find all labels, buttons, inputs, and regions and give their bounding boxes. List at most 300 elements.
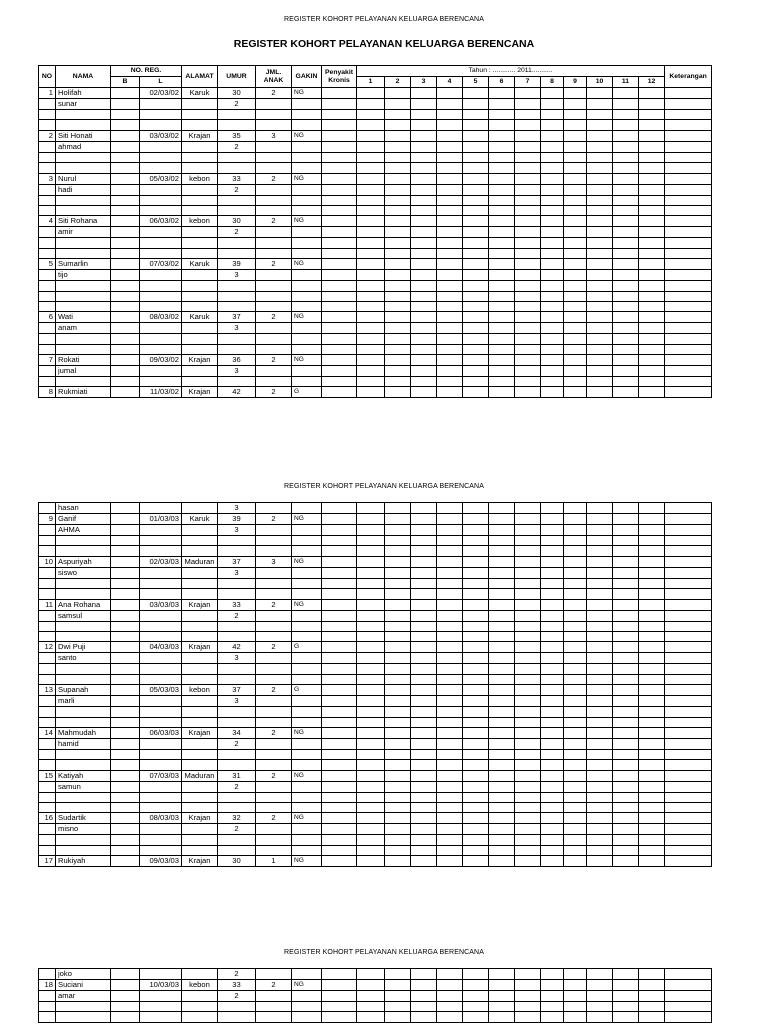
empty-cell: [56, 717, 111, 727]
empty-cell: [292, 301, 322, 311]
empty-cell: [111, 749, 140, 759]
empty-cell: [665, 291, 712, 301]
empty-cell: [182, 546, 218, 556]
empty-cell: [411, 813, 437, 824]
cell-reg-b: [111, 824, 140, 835]
empty-cell: [564, 281, 587, 291]
empty-cell: [613, 567, 639, 578]
empty-cell: [463, 503, 489, 514]
empty-cell: [564, 546, 587, 556]
cell-alamat: [182, 738, 218, 749]
empty-cell: [613, 856, 639, 867]
empty-cell: [639, 355, 665, 366]
empty-cell: [357, 727, 385, 738]
empty-cell: [437, 610, 463, 621]
cell-no: 7: [39, 355, 56, 366]
cell-umur: 37: [218, 685, 256, 696]
table-row-blank: [39, 205, 712, 215]
empty-cell: [39, 578, 56, 588]
empty-cell: [322, 238, 357, 248]
empty-cell: [218, 536, 256, 546]
empty-cell: [515, 781, 541, 792]
empty-cell: [613, 824, 639, 835]
table-row: [39, 141, 712, 152]
empty-cell: [437, 856, 463, 867]
empty-cell: [587, 238, 613, 248]
cell-nama: Mahmudah: [56, 727, 111, 738]
empty-cell: [357, 1002, 385, 1012]
empty-cell: [564, 685, 587, 696]
cell-jml-anak: [256, 270, 292, 281]
empty-cell: [564, 674, 587, 684]
empty-cell: [411, 717, 437, 727]
empty-cell: [111, 589, 140, 599]
empty-cell: [357, 578, 385, 588]
empty-cell: [111, 195, 140, 205]
cell-no: [39, 184, 56, 195]
empty-cell: [322, 344, 357, 354]
empty-cell: [437, 536, 463, 546]
empty-cell: [665, 696, 712, 707]
empty-cell: [437, 312, 463, 323]
empty-cell: [437, 631, 463, 641]
empty-cell: [256, 291, 292, 301]
empty-cell: [665, 980, 712, 991]
empty-cell: [357, 120, 385, 130]
cell-reg-b: [111, 387, 140, 398]
empty-cell: [111, 717, 140, 727]
empty-cell: [357, 1012, 385, 1022]
cell-nama: Holifah: [56, 88, 111, 99]
register-table-page-3: [38, 968, 712, 1023]
empty-cell: [111, 792, 140, 802]
cell-alamat: [182, 781, 218, 792]
cell-reg-l: [140, 969, 182, 980]
empty-cell: [587, 195, 613, 205]
empty-cell: [182, 707, 218, 717]
empty-cell: [665, 130, 712, 141]
empty-cell: [587, 991, 613, 1002]
cell-nama: Supanah: [56, 685, 111, 696]
empty-cell: [541, 1012, 564, 1022]
empty-cell: [437, 227, 463, 238]
empty-cell: [56, 163, 111, 173]
empty-cell: [463, 589, 489, 599]
empty-cell: [489, 301, 515, 311]
cell-umur: 42: [218, 387, 256, 398]
empty-cell: [515, 824, 541, 835]
empty-cell: [322, 163, 357, 173]
empty-cell: [292, 717, 322, 727]
empty-cell: [639, 248, 665, 258]
cell-gakin: NG: [292, 980, 322, 991]
empty-cell: [665, 344, 712, 354]
empty-cell: [639, 567, 665, 578]
empty-cell: [515, 163, 541, 173]
cell-umur: 34: [218, 727, 256, 738]
cell-jml-anak: [256, 824, 292, 835]
empty-cell: [56, 291, 111, 301]
empty-cell: [665, 610, 712, 621]
empty-cell: [613, 334, 639, 344]
empty-cell: [564, 621, 587, 631]
col-header-month-6: 6: [489, 77, 515, 88]
empty-cell: [587, 344, 613, 354]
empty-cell: [322, 110, 357, 120]
empty-cell: [665, 334, 712, 344]
empty-cell: [613, 621, 639, 631]
page-title: REGISTER KOHORT PELAYANAN KELUARGA BERENCANA: [233, 38, 535, 50]
cell-reg-b: [111, 727, 140, 738]
empty-cell: [357, 163, 385, 173]
empty-cell: [541, 110, 564, 120]
empty-cell: [357, 610, 385, 621]
empty-cell: [437, 355, 463, 366]
col-header-alamat: ALAMAT: [182, 66, 218, 88]
col-header-month-11: 11: [613, 77, 639, 88]
col-header-gakin: GAKIN: [292, 66, 322, 88]
empty-cell: [463, 163, 489, 173]
empty-cell: [515, 323, 541, 334]
empty-cell: [613, 173, 639, 184]
cell-no: [39, 525, 56, 536]
empty-cell: [463, 856, 489, 867]
empty-cell: [564, 259, 587, 270]
empty-cell: [564, 248, 587, 258]
empty-cell: [140, 1012, 182, 1022]
empty-cell: [665, 685, 712, 696]
empty-cell: [411, 355, 437, 366]
empty-cell: [182, 110, 218, 120]
empty-cell: [665, 1002, 712, 1012]
empty-cell: [437, 152, 463, 162]
empty-cell: [564, 610, 587, 621]
empty-cell: [564, 130, 587, 141]
cell-gakin: [292, 653, 322, 664]
empty-cell: [639, 344, 665, 354]
empty-cell: [665, 99, 712, 110]
empty-cell: [564, 141, 587, 152]
table-row-blank: [39, 344, 712, 354]
empty-cell: [639, 377, 665, 387]
empty-cell: [140, 1002, 182, 1012]
empty-cell: [613, 664, 639, 674]
empty-cell: [39, 301, 56, 311]
table-row-blank: [39, 589, 712, 599]
empty-cell: [587, 366, 613, 377]
table-row: [39, 387, 712, 398]
cell-gakin: NG: [292, 173, 322, 184]
empty-cell: [322, 803, 357, 813]
empty-cell: [564, 227, 587, 238]
empty-cell: [357, 835, 385, 845]
empty-cell: [564, 980, 587, 991]
empty-cell: [322, 760, 357, 770]
cell-nama: marli: [56, 696, 111, 707]
cell-umur: 35: [218, 130, 256, 141]
empty-cell: [541, 387, 564, 398]
cell-alamat: [182, 653, 218, 664]
empty-cell: [357, 856, 385, 867]
empty-cell: [411, 227, 437, 238]
cell-nama: Wati: [56, 312, 111, 323]
empty-cell: [218, 578, 256, 588]
empty-cell: [218, 377, 256, 387]
empty-cell: [357, 216, 385, 227]
empty-cell: [463, 88, 489, 99]
empty-cell: [322, 1012, 357, 1022]
empty-cell: [411, 99, 437, 110]
empty-cell: [385, 707, 411, 717]
empty-cell: [385, 696, 411, 707]
table-row-blank: [39, 674, 712, 684]
cell-alamat: Karuk: [182, 88, 218, 99]
empty-cell: [541, 610, 564, 621]
empty-cell: [385, 856, 411, 867]
empty-cell: [385, 377, 411, 387]
cell-no: [39, 567, 56, 578]
cell-reg-l: 03/03/03: [140, 599, 182, 610]
empty-cell: [564, 727, 587, 738]
empty-cell: [437, 323, 463, 334]
empty-cell: [437, 653, 463, 664]
empty-cell: [463, 99, 489, 110]
empty-cell: [665, 546, 712, 556]
empty-cell: [218, 621, 256, 631]
empty-cell: [489, 387, 515, 398]
empty-cell: [587, 227, 613, 238]
empty-cell: [665, 536, 712, 546]
empty-cell: [140, 120, 182, 130]
empty-cell: [411, 163, 437, 173]
cell-alamat: [182, 366, 218, 377]
empty-cell: [489, 599, 515, 610]
cell-reg-b: [111, 227, 140, 238]
empty-cell: [564, 845, 587, 855]
empty-cell: [515, 749, 541, 759]
table-row: [39, 980, 712, 991]
empty-cell: [613, 556, 639, 567]
empty-cell: [385, 664, 411, 674]
empty-cell: [564, 195, 587, 205]
empty-cell: [665, 301, 712, 311]
empty-cell: [218, 803, 256, 813]
empty-cell: [111, 578, 140, 588]
cell-reg-l: [140, 610, 182, 621]
empty-cell: [357, 707, 385, 717]
empty-cell: [437, 259, 463, 270]
cell-nama: Nurul: [56, 173, 111, 184]
empty-cell: [56, 110, 111, 120]
empty-cell: [256, 334, 292, 344]
empty-cell: [489, 980, 515, 991]
table-row: [39, 653, 712, 664]
empty-cell: [357, 99, 385, 110]
cell-jml-anak: 2: [256, 355, 292, 366]
empty-cell: [541, 344, 564, 354]
empty-cell: [322, 355, 357, 366]
empty-cell: [541, 717, 564, 727]
empty-cell: [541, 366, 564, 377]
cell-reg-b: [111, 88, 140, 99]
empty-cell: [665, 770, 712, 781]
empty-cell: [639, 610, 665, 621]
empty-cell: [182, 195, 218, 205]
empty-cell: [639, 717, 665, 727]
empty-cell: [111, 377, 140, 387]
cell-jml-anak: [256, 567, 292, 578]
empty-cell: [665, 749, 712, 759]
empty-cell: [613, 205, 639, 215]
empty-cell: [541, 152, 564, 162]
cell-nama: AHMA: [56, 525, 111, 536]
empty-cell: [489, 536, 515, 546]
empty-cell: [463, 717, 489, 727]
cell-jml-anak: 2: [256, 980, 292, 991]
cell-reg-b: [111, 856, 140, 867]
empty-cell: [613, 770, 639, 781]
cell-umur: 3: [218, 366, 256, 377]
empty-cell: [385, 738, 411, 749]
cell-no: 12: [39, 642, 56, 653]
empty-cell: [322, 152, 357, 162]
empty-cell: [292, 152, 322, 162]
empty-cell: [489, 696, 515, 707]
empty-cell: [411, 642, 437, 653]
cell-no: [39, 366, 56, 377]
empty-cell: [39, 110, 56, 120]
table-row-blank: [39, 334, 712, 344]
cell-reg-b: [111, 141, 140, 152]
empty-cell: [587, 141, 613, 152]
empty-cell: [541, 664, 564, 674]
empty-cell: [385, 514, 411, 525]
empty-cell: [463, 707, 489, 717]
empty-cell: [541, 749, 564, 759]
empty-cell: [541, 301, 564, 311]
cell-jml-anak: 2: [256, 813, 292, 824]
cell-alamat: kebon: [182, 216, 218, 227]
empty-cell: [639, 270, 665, 281]
empty-cell: [411, 205, 437, 215]
empty-cell: [463, 377, 489, 387]
empty-cell: [39, 707, 56, 717]
empty-cell: [587, 503, 613, 514]
cell-umur: 42: [218, 642, 256, 653]
empty-cell: [463, 291, 489, 301]
empty-cell: [564, 813, 587, 824]
empty-cell: [437, 216, 463, 227]
empty-cell: [411, 195, 437, 205]
empty-cell: [182, 1002, 218, 1012]
empty-cell: [411, 281, 437, 291]
col-header-month-1: 1: [357, 77, 385, 88]
empty-cell: [489, 355, 515, 366]
cell-reg-l: [140, 141, 182, 152]
empty-cell: [437, 707, 463, 717]
empty-cell: [515, 717, 541, 727]
empty-cell: [140, 835, 182, 845]
empty-cell: [322, 813, 357, 824]
empty-cell: [613, 589, 639, 599]
empty-cell: [541, 88, 564, 99]
empty-cell: [385, 685, 411, 696]
empty-cell: [56, 301, 111, 311]
empty-cell: [639, 216, 665, 227]
empty-cell: [639, 195, 665, 205]
empty-cell: [515, 238, 541, 248]
empty-cell: [322, 556, 357, 567]
empty-cell: [515, 578, 541, 588]
cell-nama: amir: [56, 227, 111, 238]
empty-cell: [39, 536, 56, 546]
table-row-blank: [39, 792, 712, 802]
empty-cell: [639, 525, 665, 536]
empty-cell: [665, 969, 712, 980]
empty-cell: [665, 781, 712, 792]
cell-nama: hamid: [56, 738, 111, 749]
empty-cell: [56, 334, 111, 344]
empty-cell: [639, 120, 665, 130]
cell-jml-anak: 2: [256, 770, 292, 781]
empty-cell: [515, 642, 541, 653]
empty-cell: [182, 674, 218, 684]
empty-cell: [111, 344, 140, 354]
empty-cell: [613, 291, 639, 301]
empty-cell: [587, 248, 613, 258]
empty-cell: [111, 152, 140, 162]
empty-cell: [39, 281, 56, 291]
table-row-blank: [39, 760, 712, 770]
col-header-l: L: [140, 77, 182, 88]
empty-cell: [639, 621, 665, 631]
empty-cell: [437, 130, 463, 141]
empty-cell: [39, 664, 56, 674]
empty-cell: [541, 120, 564, 130]
empty-cell: [357, 184, 385, 195]
empty-cell: [463, 323, 489, 334]
empty-cell: [385, 130, 411, 141]
empty-cell: [463, 514, 489, 525]
cell-reg-b: [111, 653, 140, 664]
empty-cell: [411, 631, 437, 641]
cell-reg-b: [111, 99, 140, 110]
table-row-blank: [39, 621, 712, 631]
table-row: [39, 556, 712, 567]
table-row-blank: [39, 835, 712, 845]
empty-cell: [613, 301, 639, 311]
empty-cell: [218, 589, 256, 599]
empty-cell: [56, 195, 111, 205]
empty-cell: [489, 610, 515, 621]
empty-cell: [437, 803, 463, 813]
empty-cell: [182, 152, 218, 162]
empty-cell: [39, 248, 56, 258]
empty-cell: [587, 696, 613, 707]
empty-cell: [256, 1002, 292, 1012]
empty-cell: [489, 824, 515, 835]
empty-cell: [463, 749, 489, 759]
empty-cell: [411, 803, 437, 813]
empty-cell: [665, 621, 712, 631]
cell-nama: Sumarlin: [56, 259, 111, 270]
empty-cell: [411, 216, 437, 227]
empty-cell: [489, 685, 515, 696]
empty-cell: [357, 259, 385, 270]
empty-cell: [587, 631, 613, 641]
empty-cell: [639, 227, 665, 238]
cell-no: 4: [39, 216, 56, 227]
